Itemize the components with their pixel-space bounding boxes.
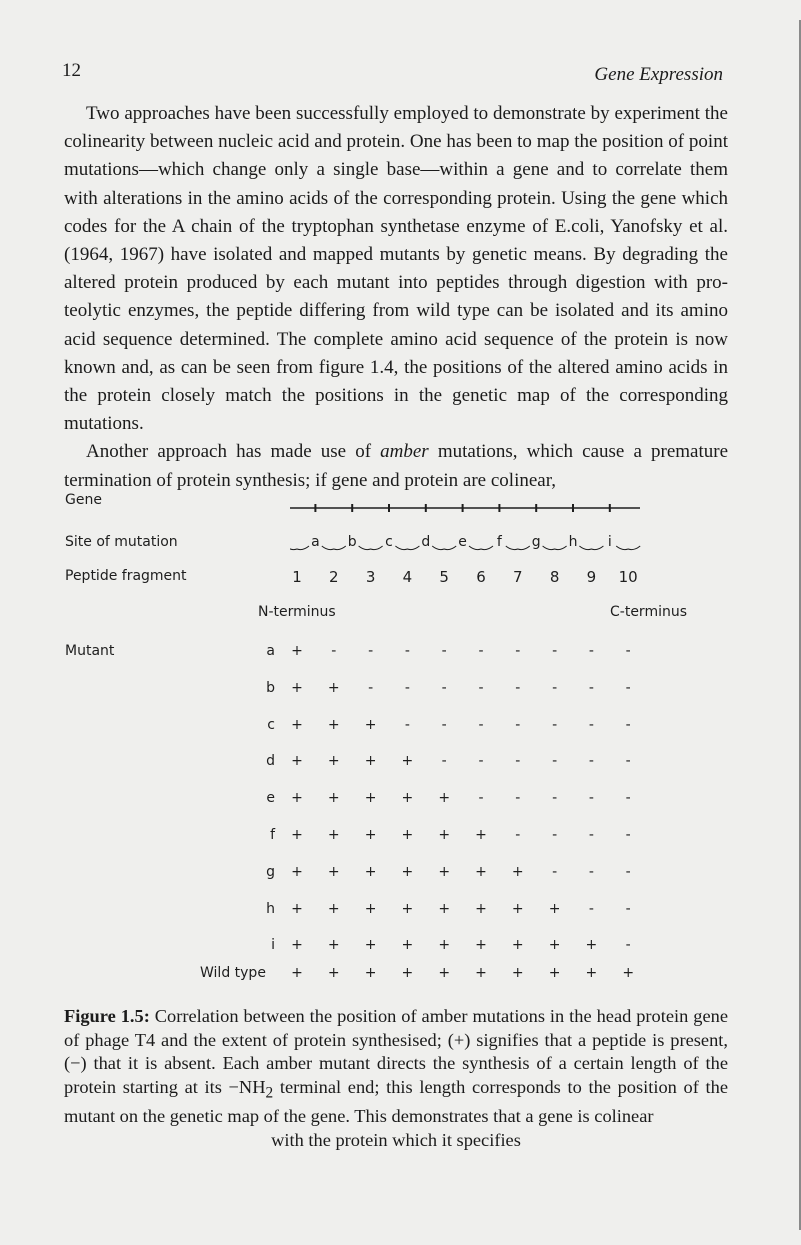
site-label: Site of mutation: [65, 534, 178, 550]
site-letter: b: [347, 534, 357, 550]
mutant-cell: -: [441, 643, 447, 659]
mutant-cell: +: [548, 937, 561, 954]
mutant-cell: +: [585, 937, 598, 954]
mutant-cell: +: [401, 937, 414, 954]
mutant-cell: +: [291, 643, 303, 659]
mutant-cell: +: [475, 827, 487, 843]
mutant-row-label: b: [266, 679, 275, 696]
site-letter: g: [531, 534, 541, 550]
amber-term: amber: [380, 441, 429, 463]
mutant-cell: +: [475, 900, 487, 917]
mutant-cell: -: [625, 753, 631, 770]
mutant-cell: +: [511, 900, 524, 917]
fragment-number: 10: [618, 568, 638, 586]
fragment-number: 5: [439, 568, 449, 586]
fragment-number: 8: [549, 568, 560, 586]
mutant-row-label: g: [266, 863, 275, 880]
mutant-cell: +: [438, 900, 451, 917]
wild-type-cell: +: [622, 965, 635, 981]
mutant-cell: +: [327, 937, 340, 954]
mutant-cell: -: [552, 790, 558, 807]
mutant-cell: +: [364, 863, 377, 880]
mutant-cell: -: [552, 643, 558, 659]
mutant-cell: +: [291, 937, 303, 954]
mutant-row-label: e: [266, 790, 275, 807]
site-letter: e: [458, 534, 467, 550]
mutant-cell: -: [552, 716, 558, 733]
caption-last-line: with the protein which it specifies: [271, 1129, 521, 1150]
mutant-cell: -: [331, 643, 337, 659]
figure-caption: [64, 1005, 728, 1152]
mutant-cell: +: [327, 827, 340, 843]
fragment-number: 7: [513, 568, 523, 586]
mutant-cell: +: [511, 863, 524, 880]
mutant-cell: +: [291, 900, 303, 917]
running-title: Gene Expression: [594, 64, 723, 85]
mutant-row-label: i: [271, 937, 275, 954]
mutant-cell: -: [588, 716, 594, 733]
site-letter: c: [385, 534, 393, 550]
site-letter: d: [421, 534, 431, 550]
mutant-cell: -: [515, 679, 521, 696]
mutant-cell: -: [478, 716, 484, 733]
mutant-label: Mutant: [65, 643, 115, 659]
mutant-row-label: a: [266, 643, 275, 659]
mutant-cell: -: [625, 643, 631, 659]
fragment-number: 3: [365, 568, 376, 586]
mutant-cell: +: [438, 790, 451, 807]
mutant-cell: +: [548, 900, 561, 917]
paragraph-2-end: mutations, which cause a premature termination of protein synthesis; if gene and protein are colinear,: [64, 441, 729, 491]
mutant-cell: +: [401, 790, 414, 807]
paragraph-2-start: Another approach has made use of: [86, 441, 381, 463]
wild-type-cell: +: [548, 965, 561, 981]
mutant-cell: +: [327, 863, 340, 880]
mutant-cell: -: [588, 679, 594, 696]
mutant-cell: +: [364, 937, 377, 954]
mutant-cell: +: [401, 863, 414, 880]
mutant-cell: -: [588, 790, 594, 807]
mutant-cell: -: [441, 679, 447, 696]
mutant-cell: -: [625, 790, 631, 807]
mutant-cell: -: [552, 679, 558, 696]
caption-subscript: 2: [265, 1084, 274, 1102]
wild-type-cell: +: [585, 965, 598, 981]
mutant-cell: -: [515, 753, 521, 770]
mutant-cell: -: [441, 716, 447, 733]
fragment-bracket: [616, 546, 640, 550]
mutant-cell: -: [478, 790, 484, 807]
mutant-cell: -: [588, 643, 594, 659]
mutant-cell: +: [291, 790, 303, 807]
caption-text-after: terminal end; this length corresponds to the position of the mutant on the genetic map of the gene. This demonstrates that a gene is colinear: [64, 1076, 728, 1127]
mutant-cell: -: [404, 643, 410, 659]
mutant-cell: -: [625, 827, 631, 843]
mutant-cell: +: [438, 863, 451, 880]
fragment-number: 2: [329, 568, 339, 586]
mutant-cell: +: [327, 900, 340, 917]
mutant-cell: -: [478, 753, 484, 770]
mutant-row-label: c: [267, 716, 275, 733]
mutant-cell: +: [291, 827, 303, 843]
mutant-cell: -: [588, 827, 594, 843]
mutant-cell: -: [625, 679, 631, 696]
mutant-cell: -: [588, 900, 594, 917]
mutant-cell: -: [588, 863, 594, 880]
site-letter: i: [607, 534, 612, 550]
mutant-cell: +: [327, 753, 340, 770]
wild-type-label: Wild type: [200, 965, 266, 981]
mutant-cell: +: [364, 753, 377, 770]
mutant-cell: -: [441, 753, 447, 770]
mutant-cell: +: [364, 716, 377, 733]
fragment-number: 1: [292, 568, 302, 586]
mutant-cell: -: [515, 827, 521, 843]
mutant-cell: +: [438, 937, 451, 954]
wild-type-cell: +: [438, 965, 451, 981]
mutant-cell: +: [401, 900, 414, 917]
caption-label: Figure 1.5:: [64, 1006, 150, 1026]
gene-label: Gene: [65, 492, 102, 508]
mutant-cell: +: [401, 827, 414, 843]
mutant-row-label: f: [270, 827, 275, 843]
mutant-cell: +: [291, 679, 303, 696]
mutant-cell: +: [364, 827, 377, 843]
paragraph-1: Two approaches have been successfully employed to demonstrate by experiment the colinearity between nucleic acid and protein. One has been to map the position of point mutations—which change only a single base—within a gene and to correlate them with alterations in the amino acids of the corresponding protein. Using the gene which codes for the A chain of the tryptophan synthetase enzyme of E.coli, Yanofsky et al. (1964, 1967) have isolated and mapped mutants by genetic means. By degrading the altered protein produced by each mutant into peptides through digestion with pro-teolytic enzymes, the peptide differing from wild type can be isolated and its amino acid sequence determined. The complete amino acid sequence of the protein is now known and, as can be seen from figure 1.4, the positions of the altered amino acids in the protein closely match the positions in the genetic map of the corresponding mutations.: [64, 103, 728, 435]
mutant-cell: +: [475, 937, 487, 954]
caption-text: Correlation between the position of amber mutations in the head protein gene of phage T4 and the extent of protein synthesised; (+) signifies that a peptide is present, (−) that it is absent. Each amber mutant directs the synthesis of a certain length of the protein starting at its −NH: [64, 1006, 728, 1097]
mutant-cell: -: [368, 643, 374, 659]
mutant-cell: +: [327, 679, 340, 696]
mutant-cell: +: [511, 937, 524, 954]
wild-type-cell: +: [401, 965, 414, 981]
mutant-cell: +: [291, 863, 303, 880]
fragment-number: 6: [476, 568, 486, 586]
mutant-cell: +: [327, 790, 340, 807]
mutant-row-label: h: [266, 900, 275, 917]
mutant-cell: +: [291, 716, 303, 733]
mutant-cell: -: [588, 753, 594, 770]
mutant-row-label: d: [266, 753, 275, 770]
mutant-cell: +: [364, 790, 377, 807]
mutant-cell: -: [625, 900, 631, 917]
peptide-label: Peptide fragment: [65, 568, 187, 584]
wild-type-cell: +: [364, 965, 377, 981]
page-number: 12: [62, 60, 81, 81]
mutant-cell: +: [401, 753, 414, 770]
mutant-cell: +: [475, 863, 487, 880]
wild-type-cell: +: [327, 965, 340, 981]
n-terminus-label: N-terminus: [258, 604, 336, 620]
mutant-cell: -: [625, 937, 631, 954]
mutant-cell: -: [552, 753, 558, 770]
wild-type-cell: +: [511, 965, 524, 981]
fragment-number: 4: [402, 568, 413, 586]
wild-type-cell: +: [291, 965, 303, 981]
mutant-cell: +: [327, 716, 340, 733]
wild-type-cell: +: [475, 965, 487, 981]
site-letter: a: [311, 534, 320, 550]
mutant-cell: -: [515, 643, 521, 659]
mutant-cell: -: [404, 716, 410, 733]
mutant-cell: +: [291, 753, 303, 770]
mutant-cell: -: [404, 679, 410, 696]
mutant-cell: +: [364, 900, 377, 917]
mutant-cell: +: [438, 827, 451, 843]
mutant-cell: -: [552, 863, 558, 880]
mutant-cell: -: [625, 863, 631, 880]
mutant-cell: -: [515, 790, 521, 807]
fragment-number: 9: [586, 568, 597, 586]
mutant-cell: -: [515, 716, 521, 733]
mutant-cell: -: [478, 643, 484, 659]
site-letter: h: [568, 534, 578, 550]
site-letter: f: [496, 534, 502, 550]
mutant-cell: -: [552, 827, 558, 843]
mutant-cell: -: [625, 716, 631, 733]
c-terminus-label: C-terminus: [610, 604, 688, 620]
mutant-cell: -: [478, 679, 484, 696]
mutant-cell: -: [368, 679, 374, 696]
